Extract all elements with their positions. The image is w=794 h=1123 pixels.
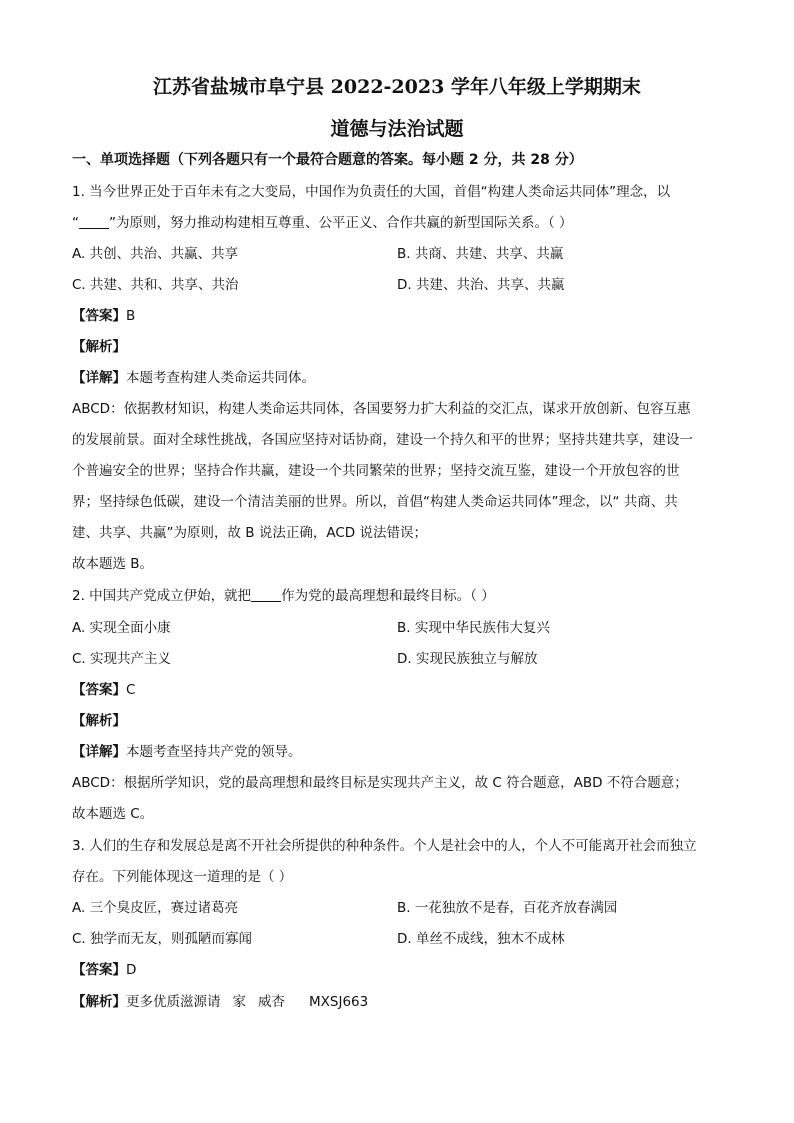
q1-body-line: 个普遍安全的世界；坚持合作共赢，建设一个共同繁荣的世界；坚持交流互鉴，建设一个开放包容的世 xyxy=(72,463,680,479)
q1-blank xyxy=(79,214,109,229)
q3-option-a: A. 三个臭皮匠，赛过诸葛亮 xyxy=(72,900,239,916)
q3-stem-line1: 3. 人们的生存和发展总是离不开社会所提供的种种条件。个人是社会中的人，个人不可能离开社会而独立 xyxy=(72,838,697,854)
answer-tag: 【答案】 xyxy=(72,682,126,698)
q1-stem-open: “ xyxy=(72,215,79,231)
page-title: 江苏省盐城市阜宁县 2022-2023 学年八年级上学期期末 xyxy=(153,76,641,98)
q2-stem-start: 2. 中国共产党成立伊始，就把 xyxy=(72,588,252,604)
detail-tag: 【详解】 xyxy=(72,744,126,760)
analysis-tag: 【解析】 xyxy=(72,994,126,1010)
q2-analysis-tag: 【解析】 xyxy=(72,713,126,729)
q2-option-a: A. 实现全面小康 xyxy=(72,620,171,636)
q3-option-c: C. 独学而无友，则孤陋而寡闻 xyxy=(72,931,253,947)
detail-text: 本题考查坚持共产党的领导。 xyxy=(126,744,302,760)
q3-option-b: B. 一花独放不是春，百花齐放春满园 xyxy=(397,900,618,916)
q2-option-c: C. 实现共产主义 xyxy=(72,651,172,667)
page-subtitle: 道德与法治试题 xyxy=(330,118,464,140)
q2-option-b: B. 实现中华民族伟大复兴 xyxy=(397,620,550,636)
q1-stem-rest: ”为原则，努力推动构建相互尊重、公平正义、合作共赢的新型国际关系。（ ） xyxy=(109,215,573,231)
q1-stem-line1: 1. 当今世界正处于百年未有之大变局，中国作为负责任的大国，首倡“构建人类命运共同体”理念，以 xyxy=(72,184,671,200)
footer-code: MXSJ663 xyxy=(309,994,369,1010)
q3-stem-line2: 存在。下列能体现这一道理的是（ ） xyxy=(72,869,293,885)
q1-body-line: ABCD：依据教材知识，构建人类命运共同体，各国要努力扩大利益的交汇点，谋求开放创新、包容互惠 xyxy=(72,401,691,417)
q2-body-line: 故本题选 C。 xyxy=(72,806,154,822)
answer-tag: 【答案】 xyxy=(72,308,126,324)
answer-value: C xyxy=(126,682,136,698)
q1-body-line: 故本题选 B。 xyxy=(72,556,154,572)
footer-text: 威杏 xyxy=(258,994,285,1010)
q2-detail xyxy=(72,742,722,762)
q2-stem xyxy=(72,586,722,606)
q1-analysis-tag: 【解析】 xyxy=(72,339,126,355)
detail-tag: 【详解】 xyxy=(72,370,126,386)
answer-value: B xyxy=(126,308,136,324)
q1-option-a: A. 共创、共治、共赢、共享 xyxy=(72,246,239,262)
q1-option-c: C. 共建、共和、共享、共治 xyxy=(72,277,239,293)
q3-answer xyxy=(72,960,722,980)
q1-answer xyxy=(72,306,722,326)
q1-body-line: 建、共享、共赢”为原则，故 B 说法正确，ACD 说法错误； xyxy=(72,525,427,541)
q2-option-d: D. 实现民族独立与解放 xyxy=(397,651,538,667)
answer-tag: 【答案】 xyxy=(72,962,126,978)
q2-blank xyxy=(251,587,281,602)
q1-option-b: B. 共商、共建、共享、共赢 xyxy=(397,246,564,262)
q1-body-line: 界；坚持绿色低碳，建设一个清洁美丽的世界。所以，首倡“构建人类命运共同体”理念，以“ 共商、共 xyxy=(72,494,678,510)
answer-value: D xyxy=(126,962,137,978)
q2-body-line: ABCD：根据所学知识，党的最高理想和最终目标是实现共产主义，故 C 符合题意，ABD 不符合题意； xyxy=(72,775,688,791)
q1-body-line: 的发展前景。面对全球性挑战，各国应坚持对话协商，建设一个持久和平的世界；坚持共建共享，建设一 xyxy=(72,432,693,448)
q1-stem-line2 xyxy=(72,213,722,233)
q3-analysis-line xyxy=(72,992,722,1012)
q1-detail xyxy=(72,368,722,388)
detail-text: 本题考查构建人类命运共同体。 xyxy=(126,370,315,386)
q3-option-d: D. 单丝不成线，独木不成林 xyxy=(397,931,565,947)
section-heading: 一、单项选择题（下列各题只有一个最符合题意的答案。每小题 2 分，共 28 分） xyxy=(72,152,583,168)
footer-text: 更多优质滋源请 xyxy=(126,994,221,1010)
footer-text: 家 xyxy=(232,994,246,1010)
q2-stem-rest: 作为党的最高理想和最终目标。（ ） xyxy=(281,588,495,604)
q2-answer xyxy=(72,680,722,700)
q1-option-d: D. 共建、共治、共享、共赢 xyxy=(397,277,565,293)
